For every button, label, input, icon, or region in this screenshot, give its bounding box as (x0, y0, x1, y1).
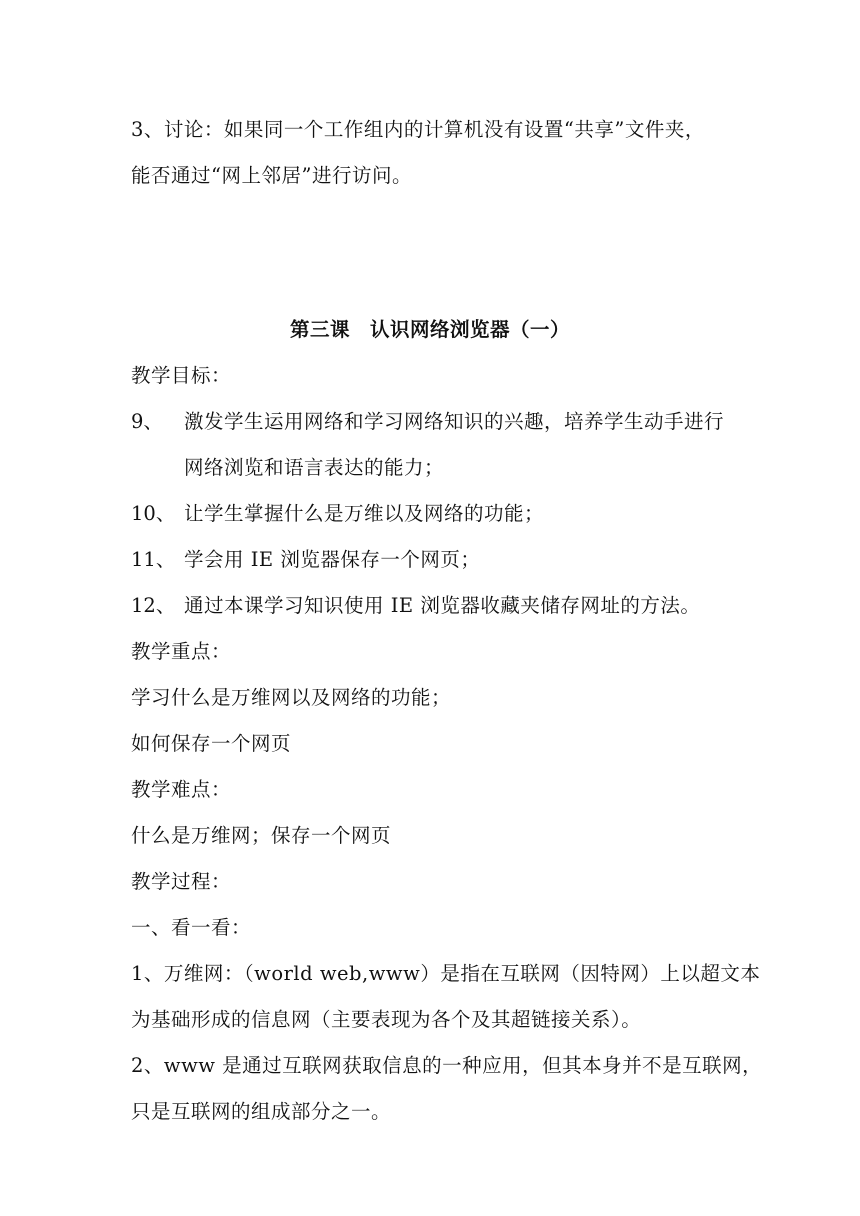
key-point-line: 如何保存一个网页 (131, 732, 292, 755)
objective-text: 激发学生运用网络和学习网络知识的兴趣，培养学生动手进行 (184, 410, 725, 433)
objective-number: 10、 (131, 502, 176, 525)
objective-text: 让学生掌握什么是万维以及网络的功能； (184, 502, 545, 525)
difficulty-line: 什么是万维网；保存一个网页 (131, 824, 392, 847)
objective-text: 学会用 IE 浏览器保存一个网页； (184, 548, 481, 571)
discussion-line-1: 3、讨论：如果同一个工作组内的计算机没有设置“共享”文件夹， (131, 118, 705, 141)
objective-number: 9、 (131, 410, 163, 433)
paragraph-line: 2、www 是通过互联网获取信息的一种应用，但其本身并不是互联网， (131, 1054, 763, 1077)
key-point-line: 学习什么是万维网以及网络的功能； (131, 686, 452, 709)
process-heading: 教学过程： (131, 870, 232, 893)
lesson-title: 第三课 认识网络浏览器（一） (289, 318, 570, 341)
objective-text-continued: 网络浏览和语言表达的能力； (184, 456, 445, 479)
paragraph-line: 1、万维网：（world web,www）是指在互联网（因特网）上以超文本 (131, 962, 761, 985)
objective-number: 12、 (131, 594, 176, 617)
objectives-heading: 教学目标： (131, 364, 232, 387)
objective-text: 通过本课学习知识使用 IE 浏览器收藏夹储存网址的方法。 (184, 594, 701, 617)
key-points-heading: 教学重点： (131, 640, 232, 663)
paragraph-line: 只是互联网的组成部分之一。 (131, 1100, 392, 1123)
paragraph-line: 为基础形成的信息网（主要表现为各个及其超链接关系）。 (131, 1008, 642, 1031)
objective-number: 11、 (131, 548, 176, 571)
section-heading: 一、看一看： (131, 916, 252, 939)
discussion-line-2: 能否通过“网上邻居”进行访问。 (131, 164, 412, 187)
difficulties-heading: 教学难点： (131, 778, 232, 801)
